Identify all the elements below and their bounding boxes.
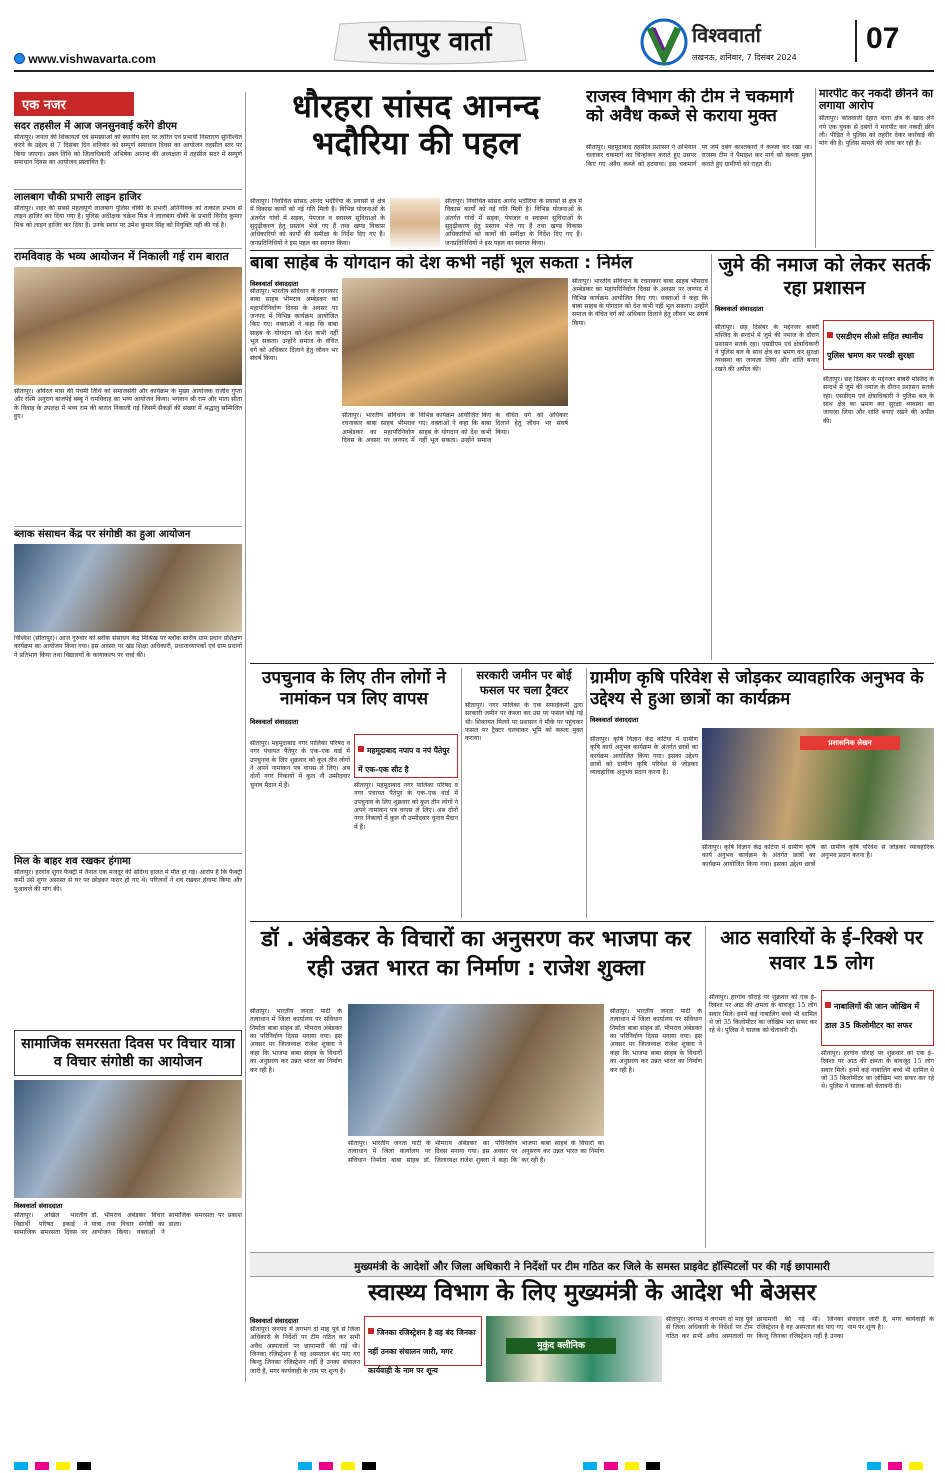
cyan-swatch bbox=[14, 1462, 28, 1470]
mp-portrait-photo bbox=[390, 198, 440, 250]
globe-icon bbox=[14, 53, 25, 64]
ambedkar-text-3: सीतापुर। भारतीय संविधान के रचनाकार बाबा साहब भीमराव अम्बेडकर का महापरिनिर्वाण दिवस के अवसर पर जनपद में विभिन्न कार्यक्रम आयोजित किए गए। वक्ताओं ने कहा कि बाबा साहब के योगदान को देश कभी नहीं भूल सकता। उन्होंने समाज के वंचित वर्ग को अधिकार दिलाने हेतु जीवन भर संघर्ष किया। bbox=[572, 278, 708, 327]
tractor-text: सीतापुर। नगर पालिका के एक सफाईकर्मी द्वारा सरकारी जमीन पर कब्जा कर उस पर फसल बोई गई थी। शिकायत मिलने पर प्रशासन ने मौके पर पहुंचकर फसल पर ट्रैक्टर चलवाकर भूमि को कब्जा मुक्त कराया। bbox=[465, 701, 583, 743]
lead-text-right: सीतापुर। निर्वाचित सांसद आनंद भदौरिया के प्रयासों से क्षेत्र में विकास कार्यों को नई गति मिली है। विभिन्न योजनाओं के अंतर्गत गांवों में सड़क, पेयजल व स्वास्थ्य सुविधाओं के सुदृढ़ीकरण हेतु प्रस्ताव भेजे गए हैं तथा खण्ड विकास अधिकारियों को कार्यों की समीक्षा के निर्देश दिए गए हैं। जनप्रतिनिधियों ने इस पहल का स्वागत किया। bbox=[445, 198, 582, 247]
krishi-students-photo bbox=[702, 728, 934, 840]
erikshaw-text-right: सीतापुर। हरगांव चौराहे पर शुक्रवार को एक ई–रिक्शा पर आठ की क्षमता के बावजूद 15 लोग सवार मिले। इनमें कई नाबालिग बच्चे भी शामिल थे जो 35 किलोमीटर का जोखिम भरा सफर कर रहे थे। पुलिस ने चालक को चेतावनी दी। bbox=[821, 1050, 934, 1091]
magenta-swatch bbox=[604, 1462, 618, 1470]
ambedkar-story bbox=[250, 254, 708, 662]
brief-title: लालबाग चौकी प्रभारी लाइन हाजिर bbox=[14, 192, 142, 203]
rajasv-story bbox=[586, 88, 812, 250]
samrasta-text: सीतापुर। अखिल भारतीय विद्यार्थी परिषद इकाई ने सामाजिक समरसता दिवस पर डॉ. भीमराव अंबेडकर विचार यात्रा तथा विचार संगोष्ठी का आयोजन किया। वक्ताओं ने सामाजिक समरसता पर प्रकाश डाला। bbox=[14, 1212, 242, 1237]
bullet-icon bbox=[368, 1328, 374, 1334]
ram-barat-photo bbox=[14, 267, 242, 385]
brief-text: सीतापुर। अविरल मास की पंचमी तिथि को समाजसेवी और कार्यक्रम के मुख्य आयोजक राजीव गुप्ता और रश्मि अनुराग बाजपेई बब्बू ने रामविवाह का भव्य आयोजन किया। भगवान श्री राम और माता सीता के विवाह के उपलक्ष में भव्य राम की बारात निकाली गई जिसमें सैकड़ों की संख्या में श्रद्धालु सम्मिलित हुए। bbox=[14, 388, 242, 421]
brief-item bbox=[14, 121, 242, 186]
health-callout: जिनका रजिस्ट्रेशन है वह बंद जिनका नहीं उनका संचालन जारी, मगर कार्यवाही के नाम पर शून्य bbox=[364, 1316, 482, 1366]
yellow-swatch bbox=[56, 1462, 70, 1470]
brief-title: रामविवाह के भव्य आयोजन में निकाली गई राम बारात bbox=[14, 250, 229, 263]
samrasta-story bbox=[14, 1030, 242, 1380]
location-date: लखनऊ, शनिवार, 7 दिसंबर 2024 bbox=[692, 53, 797, 62]
column-divider bbox=[711, 254, 712, 660]
page-number: 07 bbox=[866, 22, 900, 55]
bullet-icon bbox=[827, 332, 833, 338]
ambedkar-tribute-photo bbox=[342, 278, 568, 406]
health-byline: विश्ववार्ता संवाददाता bbox=[250, 1317, 299, 1325]
health-headline: स्वास्थ्य विभाग के लिए मुख्यमंत्री के आदेश भी बेअसर bbox=[368, 1280, 816, 1306]
erikshaw-story bbox=[709, 926, 934, 1248]
juma-text-left: सीतापुर। छह दिसंबर के मद्देनजर बाबरी मस्जिद के सन्दर्भ में जुमे की नमाज के दौरान प्रशासन सतर्क रहा। एसडीएम एवं क्षेत्राधिकारी ने पुलिस बल के साथ क्षेत्र का भ्रमण कर सुरक्षा व्यवस्था का जायजा लिया और शांति बनाए रखने की अपील की। bbox=[715, 324, 819, 373]
brand-logo bbox=[640, 18, 840, 68]
cyan-swatch bbox=[298, 1462, 312, 1470]
black-swatch bbox=[646, 1462, 660, 1470]
bullet-icon bbox=[358, 746, 364, 752]
column-divider bbox=[461, 668, 462, 918]
shukla-story bbox=[250, 926, 702, 1248]
juma-story bbox=[715, 254, 934, 662]
krishi-text-left: सीतापुर। कृषि विज्ञान केंद्र कटिया में ग्रामीण कृषि कार्य अनुभव कार्यक्रम के अंतर्गत छात्रों का कार्यक्रम आयोजित किया गया। इसका उद्देश्य छात्रों को ग्रामीण कृषि परिवेश से जोड़कर व्यावहारिक अनुभव प्रदान करना है। bbox=[590, 736, 698, 777]
brief-item bbox=[14, 853, 242, 902]
yellow-swatch bbox=[909, 1462, 923, 1470]
cyan-swatch bbox=[583, 1462, 597, 1470]
krishi-byline: विश्ववार्ता संवाददाता bbox=[590, 715, 639, 724]
marpit-headline: मारपीट कर नकदी छीनने का लगाया आरोप bbox=[819, 88, 934, 113]
column-divider bbox=[815, 88, 816, 248]
juma-text-right: सीतापुर। छह दिसंबर के मद्देनजर बाबरी मस्जिद के सन्दर्भ में जुमे की नमाज के दौरान प्रशासन सतर्क रहा। एसडीएम एवं क्षेत्राधिकारी ने पुलिस बल के साथ क्षेत्र का भ्रमण कर सुरक्षा व्यवस्था का जायजा लिया और शांति बनाए रखने की अपील की। bbox=[823, 376, 934, 425]
yellow-swatch bbox=[625, 1462, 639, 1470]
column-divider bbox=[245, 92, 246, 1382]
upchunav-callout: महमूदाबाद नपाप व नपं पैंतेपुर में एक–एक सीट है bbox=[354, 734, 458, 778]
sangoshthi-photo bbox=[14, 544, 242, 632]
juma-headline: जुमे की नमाज को लेकर सतर्क रहा प्रशासन bbox=[718, 254, 931, 299]
rajasv-text: सीतापुर। महमूदाबाद तहसील प्रशासन ने अभियान चलाकर चकमार्ग का चिन्हांकन कराते हुए उसपर किए गए अवैध कब्जे को हटवाया। इस चकमार्ग पर जमे दबंग काश्तकारों ने कब्जा कर रखा था। राजस्व टीम ने पैमाइश कर मार्ग को कब्जा मुक्त कराते हुए ग्रामीणों को राहत दी। bbox=[586, 144, 812, 168]
ambedkar-text: सीतापुर। भारतीय संविधान के रचनाकार बाबा साहब भीमराव अम्बेडकर का महापरिनिर्वाण दिवस के अवसर पर जनपद में विभिन्न कार्यक्रम आयोजित किए गए। वक्ताओं ने कहा कि बाबा साहब के योगदान को देश कभी नहीं भूल सकता। उन्होंने समाज के वंचित वर्ग को अधिकार दिलाने हेतु जीवन भर संघर्ष किया। bbox=[250, 288, 338, 362]
photo-banner-sign: प्रशासनिक लेखन bbox=[800, 736, 900, 750]
website-url[interactable]: www.vishwavarta.com bbox=[14, 52, 156, 66]
samrasta-group-photo bbox=[14, 1080, 242, 1198]
brief-text: सीतापुर। जनता की शिकायतों एवं समस्याओं को स्थानीय स्तर पर त्वरित एवं प्रभावी निस्तारण सुनिश्चित करने के उद्देश्य से 7 दिसंबर दिन शनिवार को सम्पूर्ण समाधान दिवस का आयोजन तहसील स्तर पर किया जाएगा। उक्त तिथि को जिलाधिकारी अभिषेक आनन्द की अध्यक्षता में तहसील सदर में सम्पूर्ण समाधान दिवस का आयोजन प्रस्तावित है। bbox=[14, 134, 242, 167]
tractor-headline: सरकारी जमीन पर बोई फसल पर चला ट्रैक्टर bbox=[476, 668, 572, 697]
erikshaw-callout: नाबालिगों की जान जोखिम में डाल 35 किलोमीटर का सफर bbox=[821, 990, 934, 1046]
column-divider bbox=[705, 926, 706, 1248]
samrasta-headline-box bbox=[14, 1030, 242, 1076]
health-text-right: सीतापुर। जनपद में लगभग दो माह पूर्व से जिला अधिकारी के निर्देशों पर टीम गठित कर सभी अवैध अस्पतालों पर छापामारी की गई थी। जिनका रजिस्ट्रेशन है वह अस्पताल बंद पाए गए किन्तु जिनका रजिस्ट्रेशन नहीं है उनका संचालन जारी है, मगर कार्यवाही के नाम पर शून्य है। bbox=[666, 1316, 934, 1340]
lead-headline: धौरहरा सांसद आनन्द भदौरिया की पहल bbox=[292, 88, 540, 162]
upchunav-text-left: सीतापुर। महमूदाबाद नगर पालिका परिषद व नगर पंचायत पैंतेपुर के एक–एक वार्ड में उपचुनाव के लिए शुक्रवार को कुल तीन लोगों ने अपने नामांकन पत्र वापस ले लिए। अब दोनों नगर निकायों में कुल नौ उम्मीदवार चुनाव मैदान में हैं। bbox=[250, 740, 350, 789]
samrasta-byline: विश्ववार्ता संवाददाता bbox=[14, 1202, 63, 1211]
health-kicker-bar bbox=[250, 1252, 934, 1277]
marpit-story bbox=[819, 88, 934, 248]
magenta-swatch bbox=[319, 1462, 333, 1470]
clinic-sign: मुकुंद क्लीनिक bbox=[506, 1338, 616, 1354]
black-swatch bbox=[77, 1462, 91, 1470]
shukla-headline: डॉ . अंबेडकर के विचारों का अनुसरण कर भाजपा कर रही उन्नत भारत का निर्माण : राजेश शुक्ला bbox=[261, 927, 691, 981]
krishi-story bbox=[590, 668, 934, 918]
lead-text-left: सीतापुर। निर्वाचित सांसद आनंद भदौरिया के प्रयासों से क्षेत्र में विकास कार्यों को नई गति मिली है। विभिन्न योजनाओं के अंतर्गत गांवों में सड़क, पेयजल व स्वास्थ्य सुविधाओं के सुदृढ़ीकरण हेतु प्रस्ताव भेजे गए हैं तथा खण्ड विकास अधिकारियों को कार्यों की समीक्षा के निर्देश दिए गए हैं। जनप्रतिनिधियों ने इस पहल का स्वागत किया। bbox=[250, 198, 385, 247]
erikshaw-text-left: सीतापुर। हरगांव चौराहे पर शुक्रवार को एक ई–रिक्शा पर आठ की क्षमता के बावजूद 15 लोग सवार मिले। इनमें कई नाबालिग बच्चे भी शामिल थे जो 35 किलोमीटर का जोखिम भरा सफर कर रहे थे। पुलिस ने चालक को चेतावनी दी। bbox=[709, 994, 817, 1035]
ambedkar-byline: विश्ववार्ता संवाददाता bbox=[250, 279, 299, 288]
brief-title: मिल के बाहर शव रखकर हंगामा bbox=[14, 856, 131, 868]
clinic-photo bbox=[486, 1316, 662, 1382]
yellow-swatch bbox=[341, 1462, 355, 1470]
erikshaw-headline: आठ सवारियों के ई–रिक्शे पर सवार 15 लोग bbox=[720, 927, 923, 974]
brief-item bbox=[14, 248, 242, 523]
upchunav-text-right: सीतापुर। महमूदाबाद नगर पालिका परिषद व नगर पंचायत पैंतेपुर के एक–एक वार्ड में उपचुनाव के लिए शुक्रवार को कुल तीन लोगों ने अपने नामांकन पत्र वापस ले लिए। अब दोनों नगर निकायों में कुल नौ उम्मीदवार चुनाव मैदान में हैं। bbox=[354, 782, 458, 831]
brand-name: विश्ववार्ता bbox=[692, 23, 761, 47]
tractor-story bbox=[465, 668, 583, 918]
health-text-left: सीतापुर। जनपद में लगभग दो माह पूर्व से जिला अधिकारी के निर्देशों पर टीम गठित कर सभी अवैध अस्पतालों पर छापामारी की गई थी। जिनका रजिस्ट्रेशन है वह अस्पताल बंद पाए गए किन्तु जिनका रजिस्ट्रेशन नहीं है उनका संचालन जारी है, मगर कार्यवाही के नाम पर शून्य है। bbox=[250, 1326, 360, 1375]
brand-v-icon bbox=[640, 18, 688, 66]
krishi-headline: ग्रामीण कृषि परिवेश से जोड़कर व्यावहारिक अनुभव के उद्देश्य से हुआ छात्रों का कार्यक्रम bbox=[590, 668, 924, 710]
krishi-text-right: सीतापुर। कृषि विज्ञान केंद्र कटिया में ग्रामीण कृषि कार्य अनुभव कार्यक्रम के अंतर्गत छात्रों का कार्यक्रम आयोजित किया गया। इसका उद्देश्य छात्रों को ग्रामीण कृषि परिवेश से जोड़कर व्यावहारिक अनुभव प्रदान करना है। bbox=[702, 844, 934, 868]
section-title: सीतापुर वार्ता bbox=[368, 27, 492, 57]
samrasta-headline: सामाजिक समरसता दिवस पर विचार यात्रा व विचार संगोष्ठी का आयोजन bbox=[21, 1036, 235, 1071]
upchunav-byline: विश्ववार्ता संवाददाता bbox=[250, 717, 299, 726]
section-rule bbox=[250, 250, 934, 251]
ambedkar-headline: बाबा साहेब के योगदान को देश कभी नहीं भूल सकता : निर्मल bbox=[250, 254, 633, 273]
print-color-bar bbox=[14, 1455, 934, 1465]
magenta-swatch bbox=[35, 1462, 49, 1470]
section-title-banner bbox=[330, 20, 530, 66]
health-kicker: मुख्यमंत्री के आदेशों और जिला अधिकारी ने निर्देशों पर टीम गठित कर जिले के समस्त प्राइवेट हॉस्पिटलों पर की गई छापामारी bbox=[354, 1261, 830, 1273]
brief-text: सीतापुर। शहर की सबसे महत्वपूर्ण लालबाग पुलिस चौकी के प्रभारी अनिनीवक को तत्काल प्रभाव से लाइन हाजिर कर दिया गया है। पुलिस अधीक्षक चक्रेश मिश्र ने लालबाग चौकी के प्रभारी विनोद कुमार मिश्र को लाइन हाजिर कर दिया है। उनके स्थान पर उमेश कुमार सिंह को नियुक्ति नहीं की गई है। bbox=[14, 205, 242, 229]
bjp-meeting-photo bbox=[348, 1004, 604, 1136]
brief-text: विश्विश (सीतापुर)। आज गुरुवार को ब्लॉक संसाधन केंद्र मिश्रिख पर ब्लॉक स्तरीय ग्राम प्रधान प्रशिक्षण कार्यक्रम का आयोजन किया गया। इस अवसर पर खंड शिक्षा अधिकारी, प्रधानाध्यापकों एवं ग्राम प्रधानों ने प्रतिभाग किया तथा विद्यालयों के कायाकल्प पर चर्चा की। bbox=[14, 635, 242, 659]
masthead-divider bbox=[855, 20, 857, 62]
magenta-swatch bbox=[888, 1462, 902, 1470]
brief-item bbox=[14, 189, 242, 245]
section-rule bbox=[250, 663, 934, 664]
health-story bbox=[250, 1252, 934, 1382]
upchunav-headline: उपचुनाव के लिए तीन लोगों ने नामांकन पत्र लिए वापस bbox=[262, 668, 446, 710]
column-divider bbox=[586, 668, 587, 918]
marpit-text: सीतापुर। कोतवाली देहात थाना क्षेत्र के खाद लेने गये एक युवक से दबंगों ने मारपीट कर नकदी छीन ली। पीड़ित ने पुलिस को तहरीर देकर कार्रवाई की मांग की है। पुलिस मामले की जांच कर रही है। bbox=[819, 115, 934, 148]
section-rule bbox=[250, 921, 934, 922]
shukla-text-right: सीतापुर। भारतीय जनता पार्टी के तत्वाधान में जिला कार्यालय पर संविधान निर्माता बाबा साहब डॉ. भीमराव अंबेडकर का परिनिर्वाण दिवस मनाया गया। इस अवसर पर जिलाध्यक्ष राजेश शुक्ला ने कहा कि भाजपा बाबा साहब के विचारों का अनुसरण कर उन्नत भारत का निर्माण कर रही है। bbox=[610, 1008, 702, 1074]
masthead-bottom-rule bbox=[14, 70, 934, 72]
bullet-icon bbox=[825, 1002, 831, 1008]
ek-nazar-label: एक नजर bbox=[14, 92, 134, 116]
upchunav-story bbox=[250, 668, 458, 918]
brief-text: सीतापुर। हरगांव शुगर फैक्ट्री में तैनात एक मजदूर की संदिग्ध हालत में मौत हो गई। आरोप है कि फैक्ट्री कर्मी उसे शुगर असास्त से घर पर छोड़कर फरार हो गए थे। परिजनों ने शव रखकर हंगामा किया और मुआवजे की मांग की। bbox=[14, 869, 242, 893]
black-swatch bbox=[362, 1462, 376, 1470]
ek-nazar-column bbox=[14, 92, 242, 902]
shukla-text-mid: सीतापुर। भारतीय जनता पार्टी के तत्वाधान में जिला कार्यालय पर संविधान निर्माता बाबा साहब डॉ. भीमराव अंबेडकर का परिनिर्वाण दिवस मनाया गया। इस अवसर पर जिलाध्यक्ष राजेश शुक्ला ने कहा कि भाजपा बाबा साहब के विचारों का अनुसरण कर उन्नत भारत का निर्माण कर रही है। bbox=[348, 1140, 604, 1164]
ambedkar-text-2: सीतापुर। भारतीय संविधान के रचनाकार बाबा साहब भीमराव अम्बेडकर का महापरिनिर्वाण दिवस के अवसर पर जनपद में विभिन्न कार्यक्रम आयोजित किए गए। वक्ताओं ने कहा कि बाबा साहब के योगदान को देश कभी नहीं भूल सकता। उन्होंने समाज के वंचित वर्ग को अधिकार दिलाने हेतु जीवन भर संघर्ष किया। bbox=[342, 412, 568, 445]
cyan-swatch bbox=[867, 1462, 881, 1470]
shukla-text-left: सीतापुर। भारतीय जनता पार्टी के तत्वाधान में जिला कार्यालय पर संविधान निर्माता बाबा साहब डॉ. भीमराव अंबेडकर का परिनिर्वाण दिवस मनाया गया। इस अवसर पर जिलाध्यक्ष राजेश शुक्ला ने कहा कि भाजपा बाबा साहब के विचारों का अनुसरण कर उन्नत भारत का निर्माण कर रही है। bbox=[250, 1008, 342, 1074]
juma-byline: विश्ववार्ता संवाददाता bbox=[715, 304, 764, 313]
masthead bbox=[0, 0, 945, 86]
brief-title: सदर तहसील में आज जनसुनवाई करेंगे डीएम bbox=[14, 121, 177, 132]
juma-callout: एसडीएम सीओ सहित स्थानीय पुलिस भ्रमण कर परखी सुरक्षा bbox=[823, 320, 934, 370]
brief-title: ब्लाक संसाधन केंद्र पर संगोष्ठी का हुआ आयोजन bbox=[14, 529, 191, 541]
lead-story bbox=[250, 88, 582, 248]
brief-item bbox=[14, 526, 242, 850]
rajasv-headline: राजस्व विभाग की टीम ने चकमार्ग को अवैध कब्जे से कराया मुक्त bbox=[586, 88, 794, 126]
